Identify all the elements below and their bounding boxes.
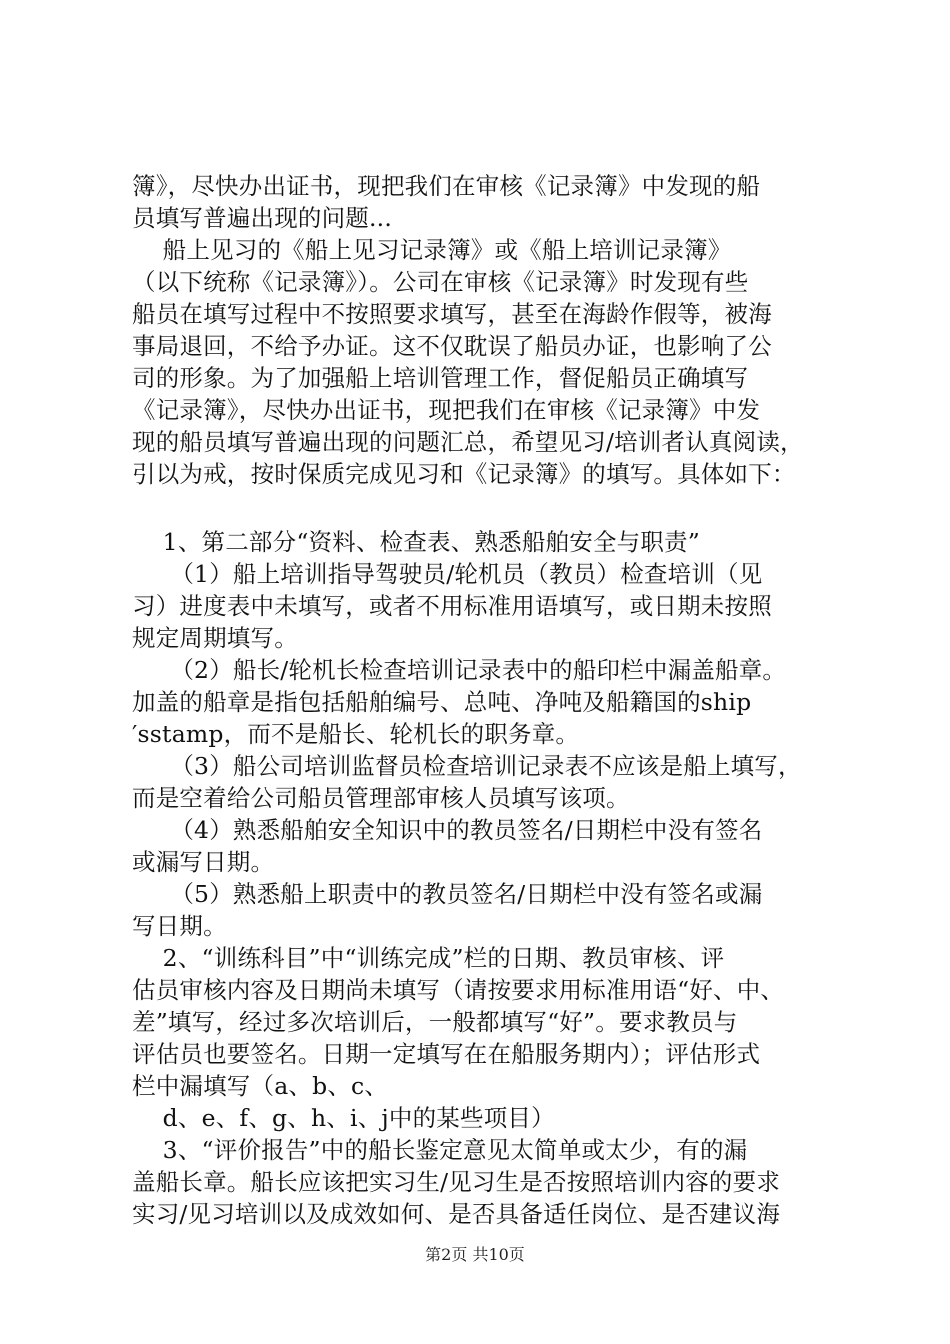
text-line: 加盖的船章是指包括船舶编号、总吨、净吨及船籍国的ship: [132, 688, 752, 716]
text-line: 写日期。: [132, 912, 227, 940]
text-line: 船上见习的《船上见习记录簿》或《船上培训记录簿》: [132, 236, 732, 264]
page-number-footer: 第2页 共10页: [425, 1245, 525, 1264]
text-line: 差”填写，经过多次培训后，一般都填写“好”。要求教员与: [132, 1008, 738, 1036]
text-line: （4）熟悉船舶安全知识中的教员签名/日期栏中没有签名: [132, 816, 763, 844]
text-line: 1、第二部分“资料、检查表、熟悉船舶安全与职责”: [132, 528, 700, 556]
text-line: 或漏写日期。: [132, 848, 275, 876]
text-line: （1）船上培训指导驾驶员/轮机员（教员）检查培训（见: [132, 560, 763, 588]
text-line: 现的船员填写普遍出现的问题汇总，希望见习/培训者认真阅读，: [132, 428, 804, 456]
text-line: 而是空着给公司船员管理部审核人员填写该项。: [132, 784, 630, 812]
text-line: ′sstamp，而不是船长、轮机长的职务章。: [132, 720, 580, 748]
text-line: （2）船长/轮机长检查培训记录表中的船印栏中漏盖船章。: [132, 656, 787, 684]
text-line: 评估员也要签名。日期一定填写在在船服务期内）；评估形式: [132, 1040, 761, 1068]
text-line: 3、“评价报告”中的船长鉴定意见太简单或太少，有的漏: [132, 1136, 748, 1164]
text-line: 引以为戒，按时保质完成见习和《记录簿》的填写。具体如下：: [132, 460, 796, 488]
document-body: [132, 170, 832, 1230]
text-line: 《记录簿》，尽快办出证书，现把我们在审核《记录簿》中发: [132, 396, 761, 424]
text-line: 盖船长章。船长应该把实习生/见习生是否按照培训内容的要求: [132, 1168, 781, 1196]
text-line: 实习/见习培训以及成效如何、是否具备适任岗位、是否建议海: [132, 1200, 781, 1228]
text-line: 船员在填写过程中不按照要求填写，甚至在海龄作假等，被海: [132, 300, 772, 328]
text-line: 事局退回，不给予办证。这不仅耽误了船员办证，也影响了公: [132, 332, 772, 360]
text-line: d、e、f、g、h、i、j中的某些项目）: [132, 1104, 555, 1132]
text-line: 员填写普遍出现的问题...: [132, 204, 393, 232]
text-line: （3）船公司培训监督员检查培训记录表不应该是船上填写，: [132, 752, 802, 780]
text-line: 司的形象。为了加强船上培训管理工作，督促船员正确填写: [132, 364, 749, 392]
text-line: （5）熟悉船上职责中的教员签名/日期栏中没有签名或漏: [132, 880, 763, 908]
paragraph-gap: [132, 490, 832, 526]
text-line: 簿》，尽快办出证书，现把我们在审核《记录簿》中发现的船: [132, 172, 761, 200]
text-line: 规定周期填写。: [132, 624, 298, 652]
text-line: 栏中漏填写（a、b、c、: [132, 1072, 389, 1100]
text-line: （以下统称《记录簿》）。公司在审核《记录簿》时发现有些: [132, 268, 749, 296]
text-line: 习）进度表中未填写，或者不用标准用语填写，或日期未按照: [132, 592, 772, 620]
text-line: 2、“训练科目”中“训练完成”栏的日期、教员审核、评: [132, 944, 725, 972]
text-line: 估员审核内容及日期尚未填写（请按要求用标准用语“好、中、: [132, 976, 785, 1004]
